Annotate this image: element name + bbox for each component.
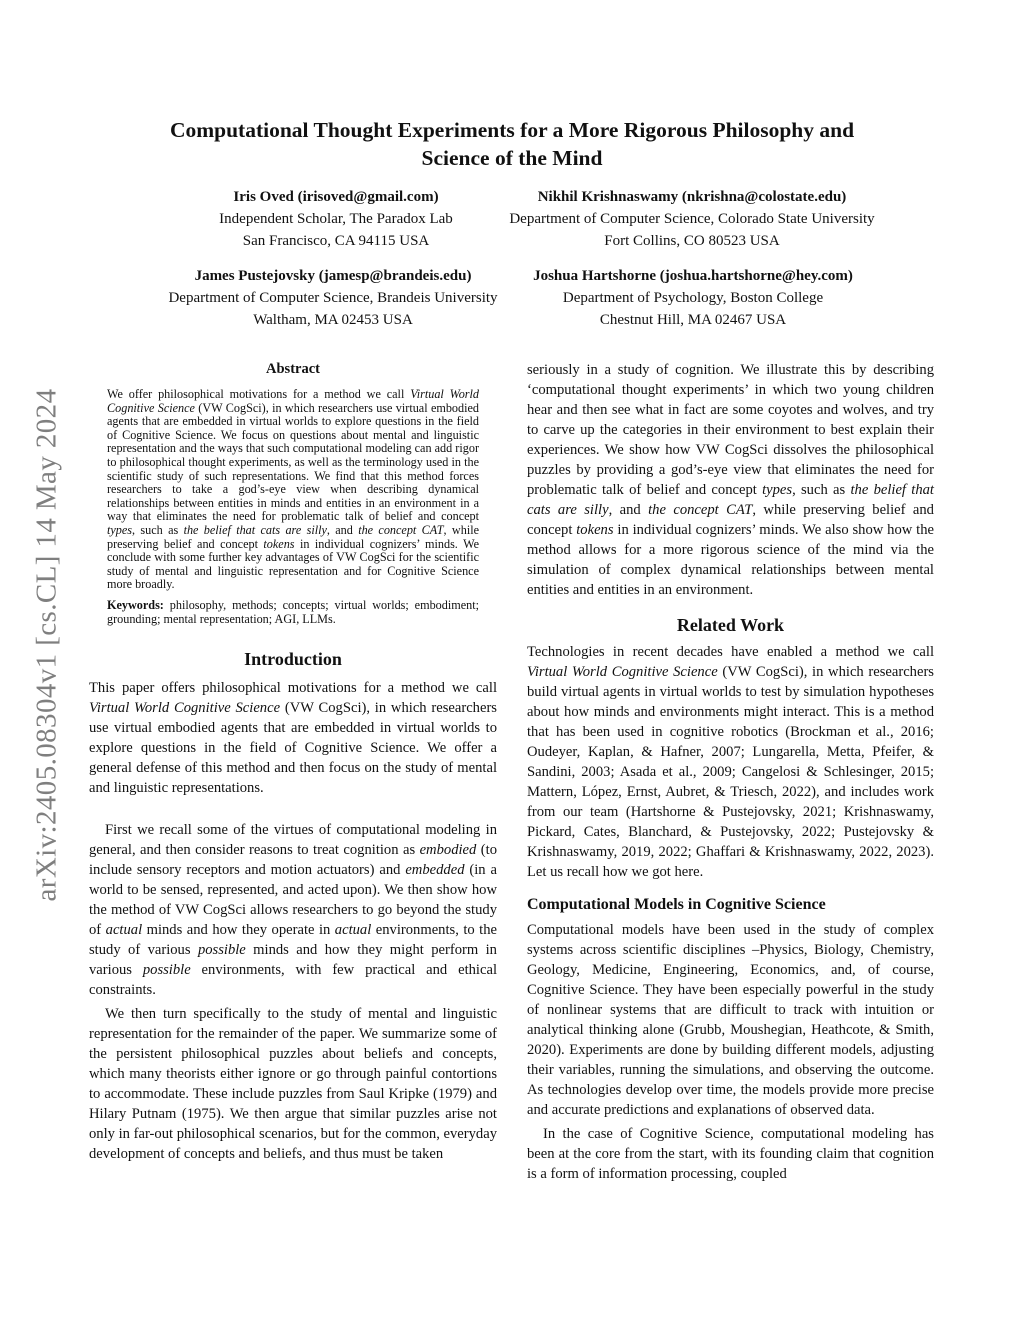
keywords: Keywords: philosophy, methods; concepts; virtual worlds; embodiment; grounding; mental representation; AGI, LLMs.	[107, 597, 479, 626]
arxiv-identifier: arXiv:2405.08304v1 [cs.CL] 14 May 2024	[30, 388, 63, 902]
title-line-2: Science of the Mind	[421, 146, 603, 170]
intro-paragraph-2: First we recall some of the virtues of computational modeling in general, and then consider reasons to treat cognition as embodied (to include sensory receptors and motion actuators) and embedded (in a world to be sensed, represented, and acted upon). We then show how the method of VW CogSci allows researchers to go beyond the study of actual minds and how they operate in actual environments, to the study of various possible minds and how they might perform in various possible environments, with few practical and ethical constraints.	[89, 822, 497, 999]
arxiv-sidebar	[22, 345, 72, 945]
abstract-text: We offer philosophical motivations for a method we call Virtual World Cognitive Science (VW CogSci), in which researchers use virtual embodied agents that are embedded in virtual worlds to explore questions in the field of Cognitive Science. We focus on questions about mental and linguistic representation and the ways that such computational modeling can add rigor to philosophical thought experiments, as well as the terminology used in the scientific study of such representations. We find that this method forces researchers to take a god’s-eye view when describing dynamical relationships between entities in minds and entities in an environment in a way that eliminates the need for problematic talk of belief and concept types, such as the belief that cats are silly, and the concept CAT, while preserving belief and concept tokens in individual cognizers’ minds. We conclude with some further key advantages of VW CogSci for the scientific study of mental and linguistic representation and for Cognitive Science more broadly.	[107, 387, 480, 592]
author-name: Joshua Hartshorne (joshua.hartshorne@hey.com)	[533, 268, 853, 284]
author-name: James Pustejovsky (jamesp@brandeis.edu)	[194, 268, 472, 284]
paper-title	[100, 116, 924, 172]
author-affiliation: Department of Psychology, Boston College	[562, 290, 824, 306]
author-address: Fort Collins, CO 80523 USA	[604, 233, 780, 249]
title-line-1: Computational Thought Experiments for a More Rigorous Philosophy and	[169, 118, 855, 142]
introduction-heading: Introduction	[244, 649, 342, 670]
intro-paragraph-3: We then turn specifically to the study of mental and linguistic representation for the remainder of the paper. We summarize some of the persistent philosophical puzzles about beliefs and concepts, which many theorists either ignore or go through painful contortions to accommodate. These include puzzles from Saul Kripke (1979) and Hilary Putnam (1975). We then argue that similar puzzles arise not only in far-out philosophical scenarios, but for the common, everyday development of concepts and beliefs, and thus must be taken	[89, 1006, 497, 1163]
author-block-2	[482, 186, 902, 252]
author-name: Nikhil Krishnaswamy (nkrishna@colostate.edu)	[537, 189, 847, 205]
models-paragraph-1: Computational models have been used in the study of complex systems across scientific disciplines –Physics, Biology, Chemistry, Geology, Medicine, Engineering, Economics, and, of course, Cognitive Science. They have been especially powerful in the study of nonlinear systems that are difficult to track with intuition or analytical thinking alone (Grubb, Moushegian, Heathcote, & Smith, 2020). Experiments are done by building different models, adjusting their variables, running the simulations, and observing the outcome. As technologies develop over time, the models provide more precise and accurate predictions and explanations of observed data.	[527, 922, 934, 1118]
author-affiliation: Department of Computer Science, Brandeis University	[168, 290, 498, 306]
author-address: Waltham, MA 02453 USA	[253, 312, 413, 328]
author-affiliation: Independent Scholar, The Paradox Lab	[219, 211, 453, 227]
subsection-heading: Computational Models in Cognitive Science	[527, 896, 826, 913]
author-block-1	[205, 186, 467, 252]
intro-paragraph-1: This paper offers philosophical motivations for a method we call Virtual World Cognitive Science (VW CogSci), in which researchers use virtual embodied agents that are embedded in virtual worlds to explore questions in the field of Cognitive Science. We offer a general defense of this method and then focus on the study of mental and linguistic representations.	[89, 680, 497, 797]
left-column	[89, 360, 497, 1164]
author-address: San Francisco, CA 94115 USA	[242, 233, 430, 249]
related-work-heading: Related Work	[676, 615, 785, 635]
abstract-heading: Abstract	[266, 361, 320, 377]
keywords-label: Keywords:	[107, 597, 164, 612]
author-block-3	[148, 265, 518, 331]
author-name: Iris Oved (irisoved@gmail.com)	[233, 189, 439, 205]
intro-continuation: seriously in a study of cognition. We illustrate this by describing ‘computational thought experiments’ in which two young children hear and then see what in fact are some coyotes and wolves, and try to carve up the categories in their environment to best explain their experiences. We show how VW CogSci dissolves the philosophical puzzles by providing a god’s-eye view that eliminates the need for problematic talk of belief and concept types, such as the belief that cats are silly, and the concept CAT, while preserving belief and concept tokens in individual cognizers’ minds. We also show how the method allows for a more rigorous science of the mind via the simulation of complex dynamical relationships between mental entities and entities in an environment.	[527, 362, 934, 598]
author-address: Chestnut Hill, MA 02467 USA	[599, 312, 787, 328]
models-paragraph-2: In the case of Cognitive Science, computational modeling has been at the core from the start, with its founding claim that cognition is a form of information processing, coupled	[527, 1126, 934, 1182]
right-column	[527, 360, 934, 1184]
related-work-paragraph: Technologies in recent decades have enabled a method we call Virtual World Cognitive Science (VW CogSci), in which researchers build virtual agents in virtual worlds to test by simulation hypotheses about how minds and environments might interact. This is a method that has been used in cognitive robotics (Brockman et al., 2016; Oudeyer, Kaplan, & Hafner, 2007; Lungarella, Metta, Pfeifer, & Sandini, 2003; Asada et al., 2009; Cangelosi & Schlesinger, 2015; Mattern, López, Ernst, Aubret, & Triesch, 2022), and includes work from our team (Hartshorne & Pustejovsky, 2021; Krishnaswamy, Pickard, Cates, Blanchard, & Pustejovsky, 2022; Pustejovsky & Krishnaswamy, 2019, 2022; Ghaffari & Krishnaswamy, 2022, 2023). Let us recall how we got here.	[527, 644, 934, 880]
author-affiliation: Department of Computer Science, Colorado State University	[509, 211, 875, 227]
author-block-4	[512, 265, 874, 331]
